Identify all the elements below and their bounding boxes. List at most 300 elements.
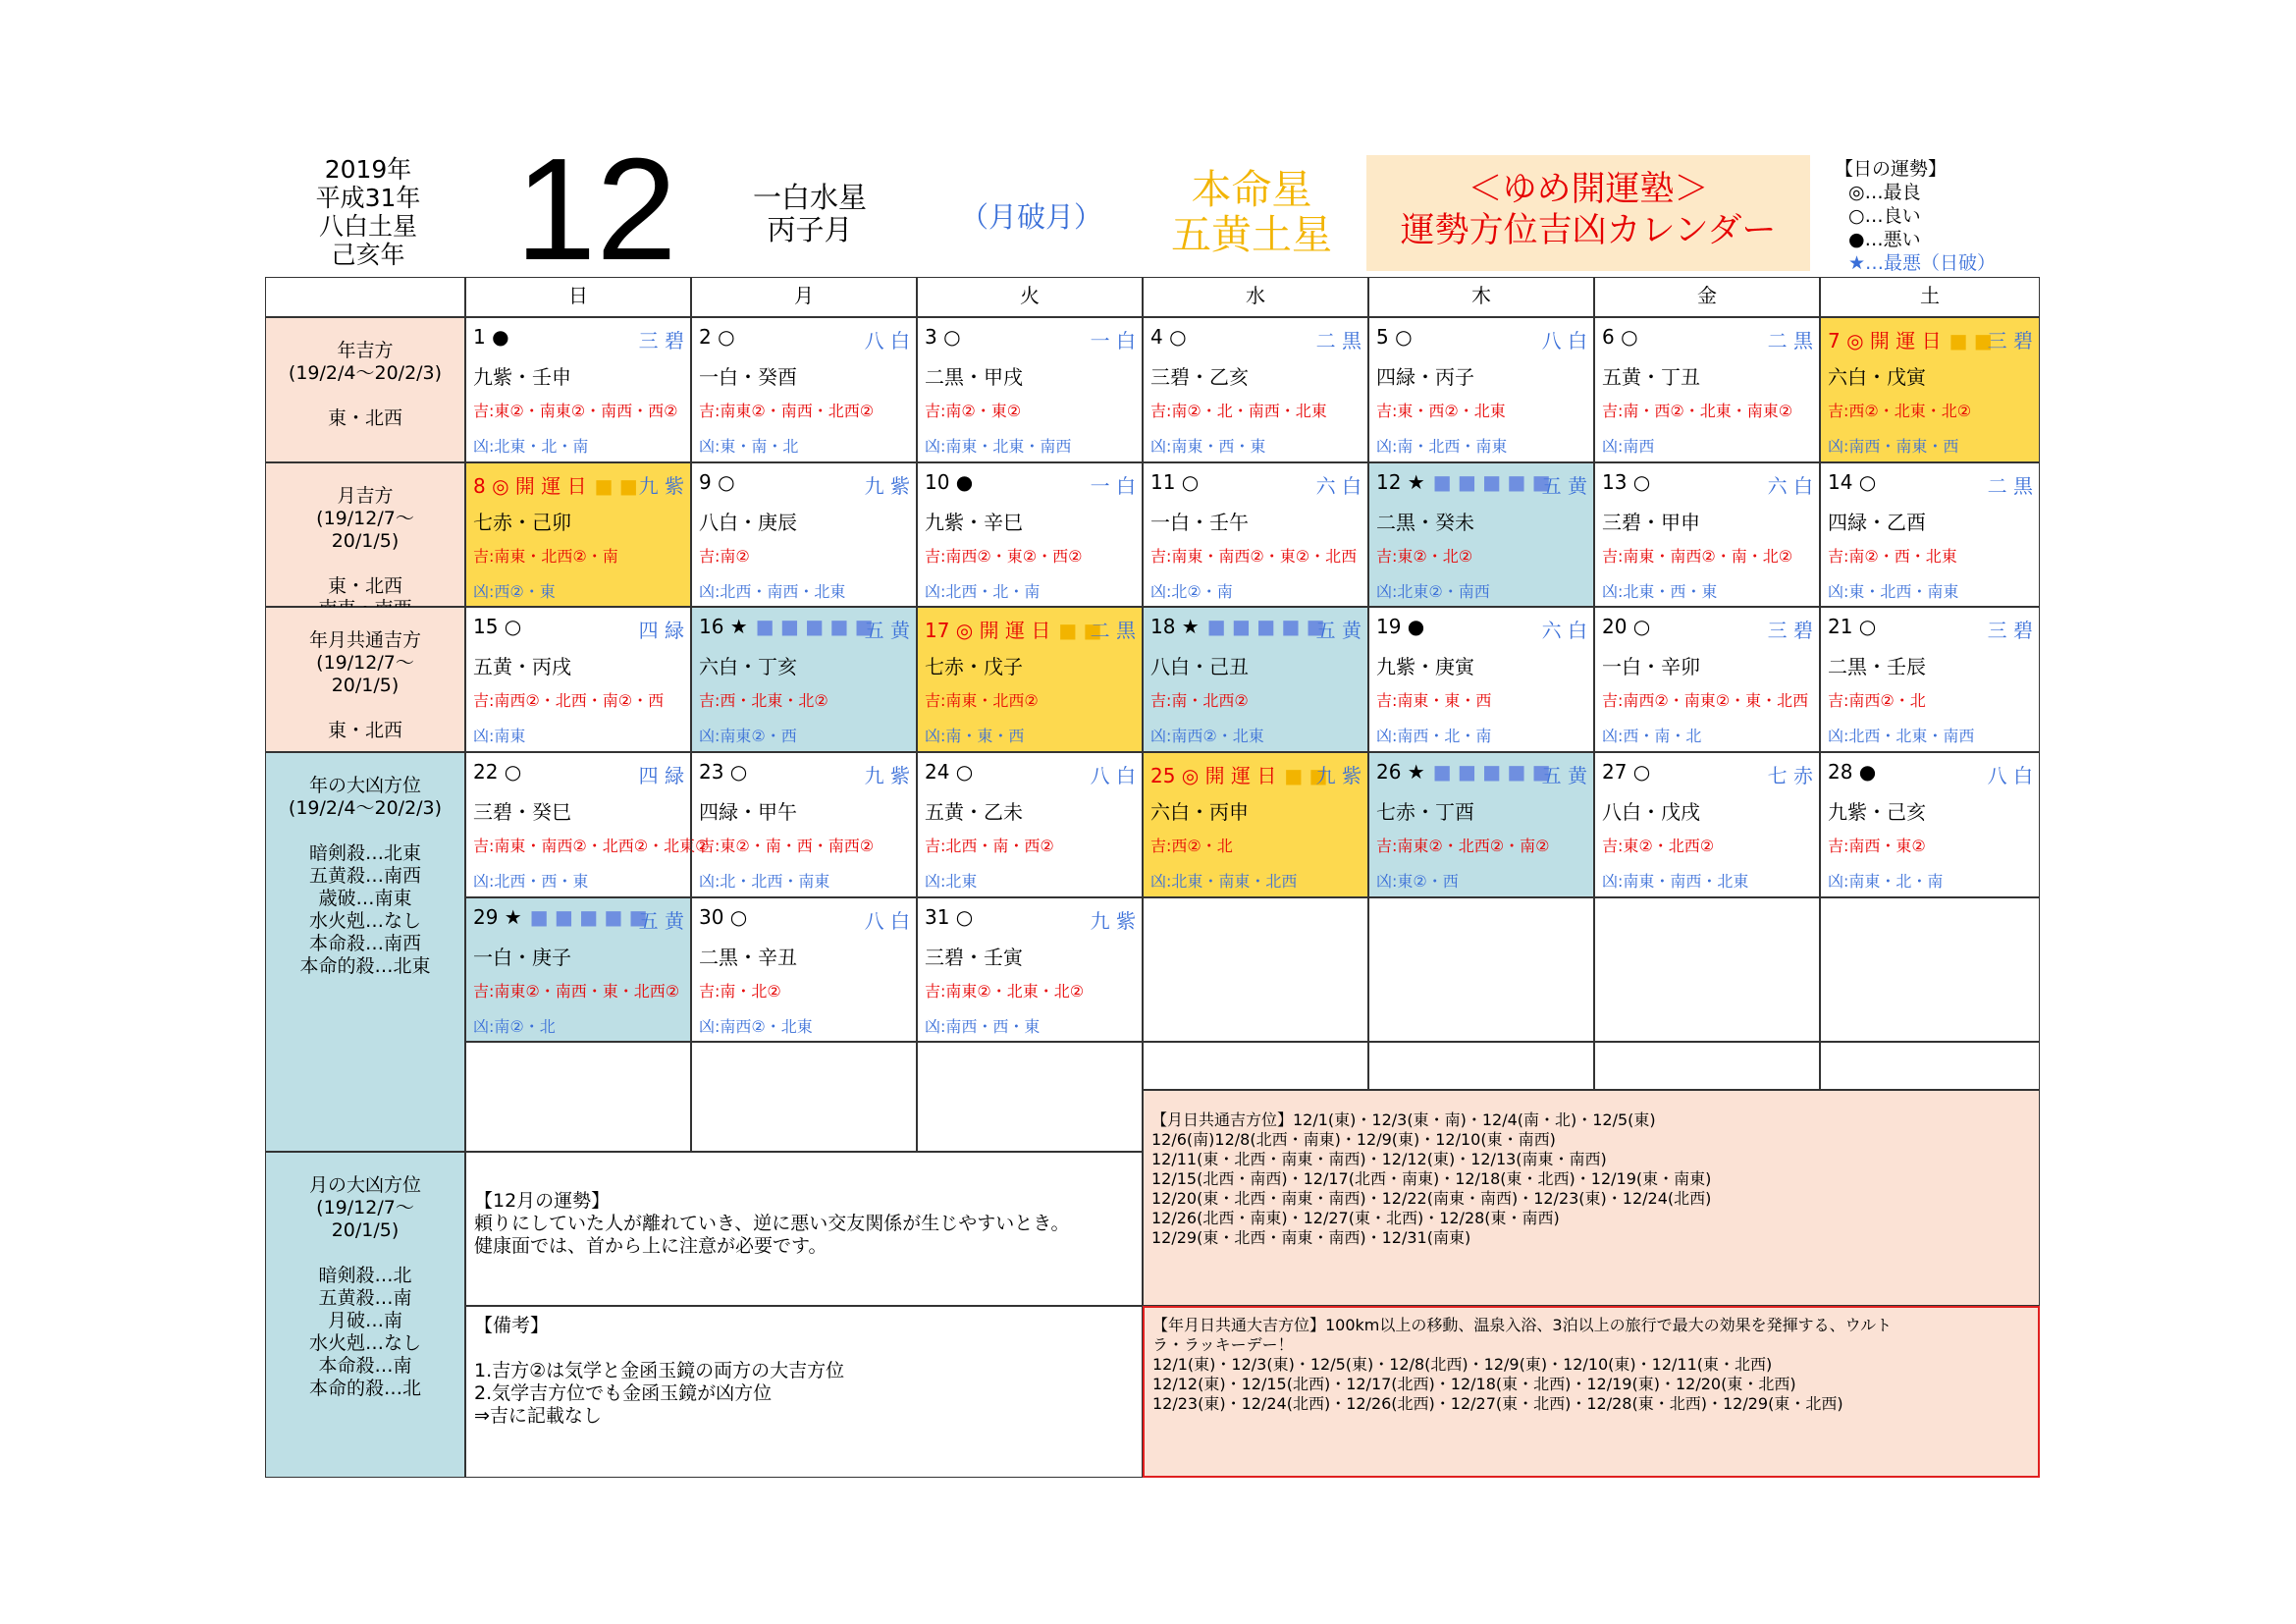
- side-label-line: 月の大凶方位: [308, 1174, 421, 1196]
- day-eto: 一白・壬午: [1150, 511, 1249, 534]
- year-line: 平成31年: [315, 184, 421, 212]
- day-header: [1828, 325, 2033, 351]
- year-line: 2019年: [324, 155, 412, 184]
- bikou-line: 【備考】: [474, 1315, 550, 1336]
- ymd-common-line: 12/12(東)・12/15(北西)・12/17(北西)・12/18(東・北西)・12/19(東)・12/20(東・北西): [1152, 1375, 1796, 1393]
- day-number: 13 ○: [1602, 470, 1651, 494]
- empty-cell: [917, 1042, 1143, 1152]
- weekday-header: 月: [691, 277, 917, 317]
- monthly-fortune-box: [465, 1152, 1143, 1306]
- empty-cell: [1368, 1042, 1594, 1090]
- bikou-line: 2.気学吉方位でも金函玉鏡が凶方位: [474, 1382, 773, 1404]
- day-star: 三 碧: [638, 329, 684, 352]
- day-number: 24 ○: [925, 760, 974, 784]
- day-kyo: 凶:南東: [473, 727, 526, 745]
- empty-cell: [1368, 897, 1594, 1042]
- empty-cell: [1594, 897, 1820, 1042]
- day-header: [1150, 760, 1362, 785]
- day-kyo: 凶:西②・東: [473, 582, 556, 601]
- day-header: [1376, 325, 1587, 351]
- day-kyo: 凶:南東②・西: [699, 727, 797, 745]
- side-label-line: 本命的殺…北: [308, 1378, 421, 1399]
- day-header: [473, 325, 684, 351]
- side-year-kichi: [265, 317, 465, 462]
- weekday-header: 木: [1368, 277, 1594, 317]
- month-day-common-line: 【月日共通吉方位】12/1(東)・12/3(東・南)・12/4(南・北)・12/5(東): [1151, 1110, 1656, 1129]
- day-number: 7 ◎ 開 運 日: [1828, 329, 1942, 352]
- day-header: [1150, 470, 1362, 496]
- side-label-line: [266, 1242, 464, 1265]
- day-cell: [691, 897, 917, 1042]
- ymd-common-line: 【年月日共通大吉方位】100km以上の移動、温泉入浴、3泊以上の旅行で最大の効果を発揮する、ウルト: [1152, 1316, 1893, 1334]
- day-star: 四 緑: [638, 764, 684, 787]
- empty-cell: [1594, 1042, 1820, 1090]
- day-number: 6 ○: [1602, 325, 1638, 349]
- day-kyo: 凶:北東・北・南: [473, 437, 589, 456]
- day-kyo: 凶:北・北西・南東: [699, 872, 830, 891]
- hasatsu-squares: ■ ■ ■ ■ ■: [1432, 760, 1551, 784]
- day-cell: [465, 752, 710, 897]
- side-label-line: 本命殺…南西: [308, 933, 421, 954]
- day-eto: 九紫・壬申: [473, 365, 571, 389]
- month-day-common-line: 12/15(北西・南西)・12/17(北西・南東)・12/18(東・北西)・12/19(東・南東): [1151, 1169, 1712, 1188]
- day-number: 31 ○: [925, 905, 974, 929]
- getsuha-label: （月破月）: [960, 200, 1103, 234]
- day-eto: 四緑・乙酉: [1828, 511, 1926, 534]
- hasatsu-squares: ■ ■ ■ ■ ■: [755, 615, 874, 638]
- day-star: 三 碧: [1987, 619, 2033, 642]
- empty-cell: [1143, 897, 1368, 1042]
- empty-cell: [1820, 1042, 2040, 1090]
- day-eto: 一白・癸酉: [699, 365, 797, 389]
- day-eto: 五黄・乙未: [925, 800, 1023, 824]
- day-star: 三 碧: [1767, 619, 1813, 642]
- side-year-kyo: [265, 752, 465, 1152]
- day-header: [699, 905, 910, 931]
- month-star-info: [731, 182, 888, 246]
- day-star: 八 白: [1987, 764, 2033, 787]
- day-eto: 二黒・辛丑: [699, 946, 797, 969]
- day-kichi: 吉:南東・南西②・東②・北西: [1150, 547, 1358, 566]
- day-cell: [465, 607, 691, 752]
- day-eto: 六白・戊寅: [1828, 365, 1926, 389]
- day-kyo: 凶:南・東・西: [925, 727, 1025, 745]
- side-label-line: 年吉方: [337, 340, 394, 361]
- day-star: 五 黄: [638, 909, 684, 933]
- day-number: 26 ★: [1376, 760, 1425, 784]
- side-label-line: 五黄殺…南西: [308, 865, 421, 887]
- monthly-fortune-line: 健康面では、首から上に注意が必要です。: [474, 1235, 828, 1257]
- day-number: 4 ○: [1150, 325, 1187, 349]
- day-cell: [1368, 607, 1594, 752]
- day-cell: [1368, 462, 1594, 607]
- day-star: 六 白: [1767, 474, 1813, 498]
- legend: [1835, 157, 1996, 275]
- day-kichi: 吉:西②・北東・北②: [1828, 402, 1972, 420]
- day-cell: [1594, 752, 1820, 897]
- day-kichi: 吉:東・西②・北東: [1376, 402, 1506, 420]
- day-header: [1376, 470, 1587, 496]
- day-star: 八 白: [1090, 764, 1136, 787]
- day-header: [1602, 470, 1813, 496]
- month-eto: 丙子月: [767, 213, 853, 246]
- ymd-common-box: [1143, 1306, 2040, 1478]
- day-kyo: 凶:南西・南東・西: [1828, 437, 1959, 456]
- day-star: 八 白: [1541, 329, 1587, 352]
- day-kichi: 吉:南東・北西②・南: [473, 547, 618, 566]
- side-month-kichi: [265, 462, 465, 607]
- day-header: [699, 470, 910, 496]
- day-number: 12 ★: [1376, 470, 1425, 494]
- day-header: [699, 760, 910, 785]
- day-number: 16 ★: [699, 615, 748, 638]
- year-line: 八白土星: [318, 212, 417, 241]
- day-header: [1602, 615, 1813, 640]
- day-number: 27 ○: [1602, 760, 1651, 784]
- day-kyo: 凶:南東・北東・南西: [925, 437, 1072, 456]
- month-day-common-line: 12/6(南)12/8(北西・南東)・12/9(東)・12/10(東・南西): [1151, 1130, 1556, 1149]
- side-label-line: (19/2/4～20/2/3): [288, 362, 443, 384]
- day-star: 七 赤: [1767, 764, 1813, 787]
- day-eto: 三碧・壬寅: [925, 946, 1023, 969]
- day-cell: [1594, 607, 1820, 752]
- day-number: 14 ○: [1828, 470, 1877, 494]
- day-kyo: 凶:南西・北・南: [1376, 727, 1492, 745]
- monthly-fortune-line: 【12月の運勢】: [474, 1190, 611, 1212]
- bikou-line: [474, 1337, 1134, 1360]
- side-label-line: 月吉方: [337, 485, 394, 507]
- day-kyo: 凶:北東: [925, 872, 978, 891]
- day-star: 二 黒: [1090, 619, 1136, 642]
- day-cell: [1594, 462, 1820, 607]
- side-label-line: 年の大凶方位: [308, 775, 421, 796]
- day-star: 二 黒: [1315, 329, 1362, 352]
- day-header: [1602, 760, 1813, 785]
- day-kyo: 凶:南西: [1602, 437, 1655, 456]
- calendar-grid: [265, 277, 2040, 1478]
- side-label-line: 水火剋…なし: [308, 1332, 421, 1354]
- day-cell: [465, 897, 691, 1042]
- weekday-header: 水: [1143, 277, 1368, 317]
- day-header: [473, 905, 684, 931]
- day-cell: [465, 462, 691, 607]
- side-label-line: 歳破…南東: [318, 888, 412, 909]
- day-kichi: 吉:南東②・南西・北西②: [699, 402, 875, 420]
- side-common-kichi: [265, 607, 465, 752]
- day-star: 九 紫: [1315, 764, 1362, 787]
- day-kyo: 凶:東・北西・南東: [1828, 582, 1959, 601]
- honmei-line: 本命星: [1191, 166, 1312, 213]
- day-star: 五 黄: [1315, 619, 1362, 642]
- day-header: [699, 615, 910, 640]
- day-eto: 三碧・甲申: [1602, 511, 1700, 534]
- legend-item: ★…最悪（日破）: [1848, 252, 1997, 274]
- day-kichi: 吉:南東・東・西: [1376, 691, 1492, 710]
- day-number: 19 ●: [1376, 615, 1425, 638]
- empty-cell: [1820, 897, 2040, 1042]
- kaiun-squares: ■ ■: [1058, 619, 1102, 642]
- day-kichi: 吉:南東②・北西②・南②: [1376, 837, 1550, 855]
- side-label-line: 20/1/5): [331, 1219, 400, 1241]
- day-header: [473, 470, 684, 496]
- side-label-line: [266, 820, 464, 842]
- day-kichi: 吉:西・北東・北②: [699, 691, 828, 710]
- day-kichi: 吉:南西②・東②・西②: [925, 547, 1083, 566]
- side-label-line: [266, 553, 464, 575]
- day-star: 一 白: [1090, 474, 1136, 498]
- day-cell: [1143, 752, 1368, 897]
- day-kyo: 凶:北西・西・東: [473, 872, 589, 891]
- day-kyo: 凶:東②・西: [1376, 872, 1459, 891]
- day-number: 5 ○: [1376, 325, 1413, 349]
- day-star: 三 碧: [1987, 329, 2033, 352]
- day-eto: 三碧・乙亥: [1150, 365, 1249, 389]
- day-number: 30 ○: [699, 905, 748, 929]
- day-header: [925, 325, 1136, 351]
- day-cell: [917, 607, 1143, 752]
- weekday-header: 金: [1594, 277, 1820, 317]
- day-number: 10 ●: [925, 470, 974, 494]
- side-label-line: [266, 697, 464, 720]
- day-number: 23 ○: [699, 760, 748, 784]
- empty-cell: [1143, 1042, 1368, 1090]
- month-day-common-line: 12/29(東・北西・南東・南西)・12/31(南東): [1151, 1228, 1471, 1247]
- year-info: [294, 155, 442, 269]
- kaiun-squares: ■ ■: [594, 474, 638, 498]
- day-eto: 九紫・辛巳: [925, 511, 1023, 534]
- day-eto: 八白・戊戌: [1602, 800, 1700, 824]
- side-label-line: 暗剣殺…北: [318, 1265, 412, 1286]
- day-kichi: 吉:東②・北②: [1376, 547, 1473, 566]
- bikou-box: [465, 1306, 1143, 1478]
- day-number: 1 ●: [473, 325, 509, 349]
- kaiun-squares: ■ ■: [1284, 764, 1328, 787]
- ymd-common-line: ラ・ラッキーデー！: [1152, 1335, 1294, 1354]
- day-cell: [691, 462, 917, 607]
- day-cell: [691, 317, 917, 462]
- day-cell: [1143, 607, 1368, 752]
- day-cell: [1143, 462, 1368, 607]
- empty-cell: [691, 1042, 917, 1152]
- day-star: 八 白: [864, 909, 910, 933]
- side-label-line: 水火剋…なし: [308, 910, 421, 932]
- day-eto: 九紫・己亥: [1828, 800, 1926, 824]
- day-number: 3 ○: [925, 325, 961, 349]
- legend-item: ◎…最良: [1848, 182, 1921, 203]
- day-star: 五 黄: [1541, 474, 1587, 498]
- day-kichi: 吉:南東②・北東・北②: [925, 982, 1085, 1001]
- day-kichi: 吉:西②・北: [1150, 837, 1233, 855]
- side-label-line: 20/1/5): [331, 530, 400, 552]
- side-label-line: 東・北西: [327, 720, 402, 741]
- weekday-header: 日: [465, 277, 691, 317]
- side-label-line: 年月共通吉方: [308, 629, 421, 651]
- day-kichi: 吉:南②: [699, 547, 750, 566]
- day-header: [925, 470, 1136, 496]
- day-eto: 六白・丙申: [1150, 800, 1249, 824]
- kaiun-squares: ■ ■: [1949, 329, 1993, 352]
- day-kyo: 凶:南西②・北東: [699, 1017, 813, 1036]
- day-header: [1828, 615, 2033, 640]
- day-eto: 七赤・丁酉: [1376, 800, 1474, 824]
- day-kyo: 凶:南・北西・南東: [1376, 437, 1508, 456]
- bikou-line: 1.吉方②は気学と金函玉鏡の両方の大吉方位: [474, 1360, 845, 1381]
- day-number: 8 ◎ 開 運 日: [473, 474, 587, 498]
- day-cell: [465, 317, 691, 462]
- day-number: 2 ○: [699, 325, 735, 349]
- day-kichi: 吉:東②・南・西・南西②: [699, 837, 875, 855]
- day-header: [925, 760, 1136, 785]
- day-kyo: 凶:北西・北・南: [925, 582, 1041, 601]
- day-kichi: 吉:南東・南西②・南・北②: [1602, 547, 1793, 566]
- month-day-common-line: 12/11(東・北西・南東・南西)・12/12(東)・12/13(南東・南西): [1151, 1150, 1607, 1168]
- day-eto: 七赤・己卯: [473, 511, 571, 534]
- day-star: 九 紫: [864, 764, 910, 787]
- day-kichi: 吉:南西②・南東②・東・北西: [1602, 691, 1809, 710]
- day-kichi: 吉:南東②・南西・東・北西②: [473, 982, 680, 1001]
- honmei-star: [1144, 167, 1360, 257]
- day-number: 28 ●: [1828, 760, 1877, 784]
- day-kyo: 凶:北②・南: [1150, 582, 1233, 601]
- day-kyo: 凶:南東・西・東: [1150, 437, 1266, 456]
- day-eto: 一白・庚子: [473, 946, 571, 969]
- legend-title: 【日の運勢】: [1835, 158, 1948, 180]
- day-number: 25 ◎ 開 運 日: [1150, 764, 1277, 787]
- day-cell: [691, 752, 917, 897]
- legend-item: ●…悪い: [1848, 229, 1921, 250]
- side-label-line: 東・北西: [327, 575, 402, 597]
- day-kichi: 吉:東②・北西②: [1602, 837, 1715, 855]
- day-kichi: 吉:南西②・北西・南②・西: [473, 691, 665, 710]
- day-number: 21 ○: [1828, 615, 1877, 638]
- side-label-line: 20/1/5): [331, 675, 400, 696]
- year-line: 己亥年: [331, 241, 405, 269]
- day-kichi: 吉:南・北西②: [1150, 691, 1249, 710]
- title-box: [1366, 155, 1810, 271]
- side-label-line: (19/12/7～: [316, 508, 414, 529]
- day-eto: 三碧・癸巳: [473, 800, 571, 824]
- day-eto: 五黄・丙戌: [473, 655, 571, 678]
- day-header: [925, 905, 1136, 931]
- day-eto: 二黒・癸未: [1376, 511, 1474, 534]
- day-kyo: 凶:北東②・南西: [1376, 582, 1490, 601]
- day-number: 11 ○: [1150, 470, 1200, 494]
- day-header: [1602, 325, 1813, 351]
- day-kyo: 凶:南東・南西・北東: [1602, 872, 1749, 891]
- day-header: [1828, 760, 2033, 785]
- day-header: [699, 325, 910, 351]
- corner-cell: [265, 277, 465, 317]
- day-star: 九 紫: [864, 474, 910, 498]
- day-kyo: 凶:南西②・北東: [1150, 727, 1264, 745]
- side-label-line: (19/12/7～: [316, 1197, 414, 1218]
- side-month-kyo: [265, 1152, 465, 1478]
- day-cell: [691, 607, 917, 752]
- day-cell: [1820, 462, 2040, 607]
- day-eto: 七赤・戊子: [925, 655, 1023, 678]
- day-kyo: 凶:南②・北: [473, 1017, 556, 1036]
- day-star: 八 白: [864, 329, 910, 352]
- day-header: [1828, 470, 2033, 496]
- day-star: 五 黄: [864, 619, 910, 642]
- day-kyo: 凶:北東・西・東: [1602, 582, 1718, 601]
- day-kyo: 凶:東・南・北: [699, 437, 799, 456]
- day-number: 18 ★: [1150, 615, 1200, 638]
- day-eto: 五黄・丁丑: [1602, 365, 1700, 389]
- day-kyo: 凶:北西・北東・南西: [1828, 727, 1975, 745]
- day-star: 二 黒: [1767, 329, 1813, 352]
- side-label-line: [266, 385, 464, 407]
- day-cell: [1368, 317, 1594, 462]
- day-cell: [917, 897, 1143, 1042]
- day-cell: [1143, 317, 1368, 462]
- day-star: 六 白: [1315, 474, 1362, 498]
- day-cell: [917, 752, 1143, 897]
- day-kichi: 吉:南・西②・北東・南東②: [1602, 402, 1793, 420]
- month-day-common-line: 12/26(北西・南東)・12/27(東・北西)・12/28(東・南西): [1151, 1209, 1560, 1227]
- day-cell: [1820, 317, 2040, 462]
- side-label-line: 本命的殺…北東: [299, 955, 431, 977]
- side-label-line: 月破…南: [327, 1310, 402, 1331]
- day-kichi: 吉:南東・北西②: [925, 691, 1039, 710]
- day-kyo: 凶:北東・南東・北西: [1150, 872, 1298, 891]
- day-kichi: 吉:南・北②: [699, 982, 781, 1001]
- weekday-header: 土: [1820, 277, 2040, 317]
- day-star: 二 黒: [1987, 474, 2033, 498]
- day-cell: [1368, 752, 1594, 897]
- day-header: [925, 615, 1136, 640]
- monthly-fortune-line: 頼りにしていた人が離れていき、逆に悪い交友関係が生じやすいとき。: [474, 1213, 1070, 1234]
- weekday-header: 火: [917, 277, 1143, 317]
- day-star: 九 紫: [1090, 909, 1136, 933]
- day-header: [473, 760, 684, 785]
- day-eto: 四緑・甲午: [699, 800, 797, 824]
- side-label-line: 暗剣殺…北東: [308, 842, 421, 864]
- day-star: 四 緑: [638, 619, 684, 642]
- day-header: [1376, 615, 1587, 640]
- day-cell: [1594, 317, 1820, 462]
- day-number: 22 ○: [473, 760, 522, 784]
- hasatsu-squares: ■ ■ ■ ■ ■: [529, 905, 648, 929]
- day-header: [1150, 615, 1362, 640]
- day-eto: 八白・己丑: [1150, 655, 1249, 678]
- day-number: 17 ◎ 開 運 日: [925, 619, 1051, 642]
- day-star: 五 黄: [1541, 764, 1587, 787]
- ymd-common-line: 12/1(東)・12/3(東)・12/5(東)・12/8(北西)・12/9(東)・12/10(東)・12/11(東・北西): [1152, 1355, 1773, 1374]
- side-label-line: 本命殺…南: [318, 1355, 412, 1377]
- day-eto: 一白・辛卯: [1602, 655, 1700, 678]
- month-day-common-box: [1143, 1090, 2040, 1306]
- day-kyo: 凶:南東・北・南: [1828, 872, 1944, 891]
- day-eto: 四緑・丙子: [1376, 365, 1474, 389]
- day-kichi: 吉:南②・東②: [925, 402, 1022, 420]
- day-number: 20 ○: [1602, 615, 1651, 638]
- day-eto: 九紫・庚寅: [1376, 655, 1474, 678]
- bikou-line: ⇒吉に記載なし: [474, 1405, 602, 1427]
- day-star: 六 白: [1541, 619, 1587, 642]
- day-kichi: 吉:南②・北・南西・北東: [1150, 402, 1327, 420]
- day-cell: [917, 462, 1143, 607]
- hasatsu-squares: ■ ■ ■ ■ ■: [1206, 615, 1325, 638]
- month-star: 一白水星: [752, 181, 867, 214]
- day-header: [1376, 760, 1587, 785]
- month-day-common-line: 12/20(東・北西・南東・南西)・12/22(南東・南西)・12/23(東)・12/24(北西): [1151, 1189, 1712, 1208]
- side-label-line: (19/12/7～: [316, 652, 414, 674]
- day-star: 一 白: [1090, 329, 1136, 352]
- ymd-common-line: 12/23(東)・12/24(北西)・12/26(北西)・12/27(東・北西)・12/28(東・北西)・12/29(東・北西): [1152, 1394, 1843, 1413]
- day-eto: 二黒・甲戌: [925, 365, 1023, 389]
- day-eto: 八白・庚辰: [699, 511, 797, 534]
